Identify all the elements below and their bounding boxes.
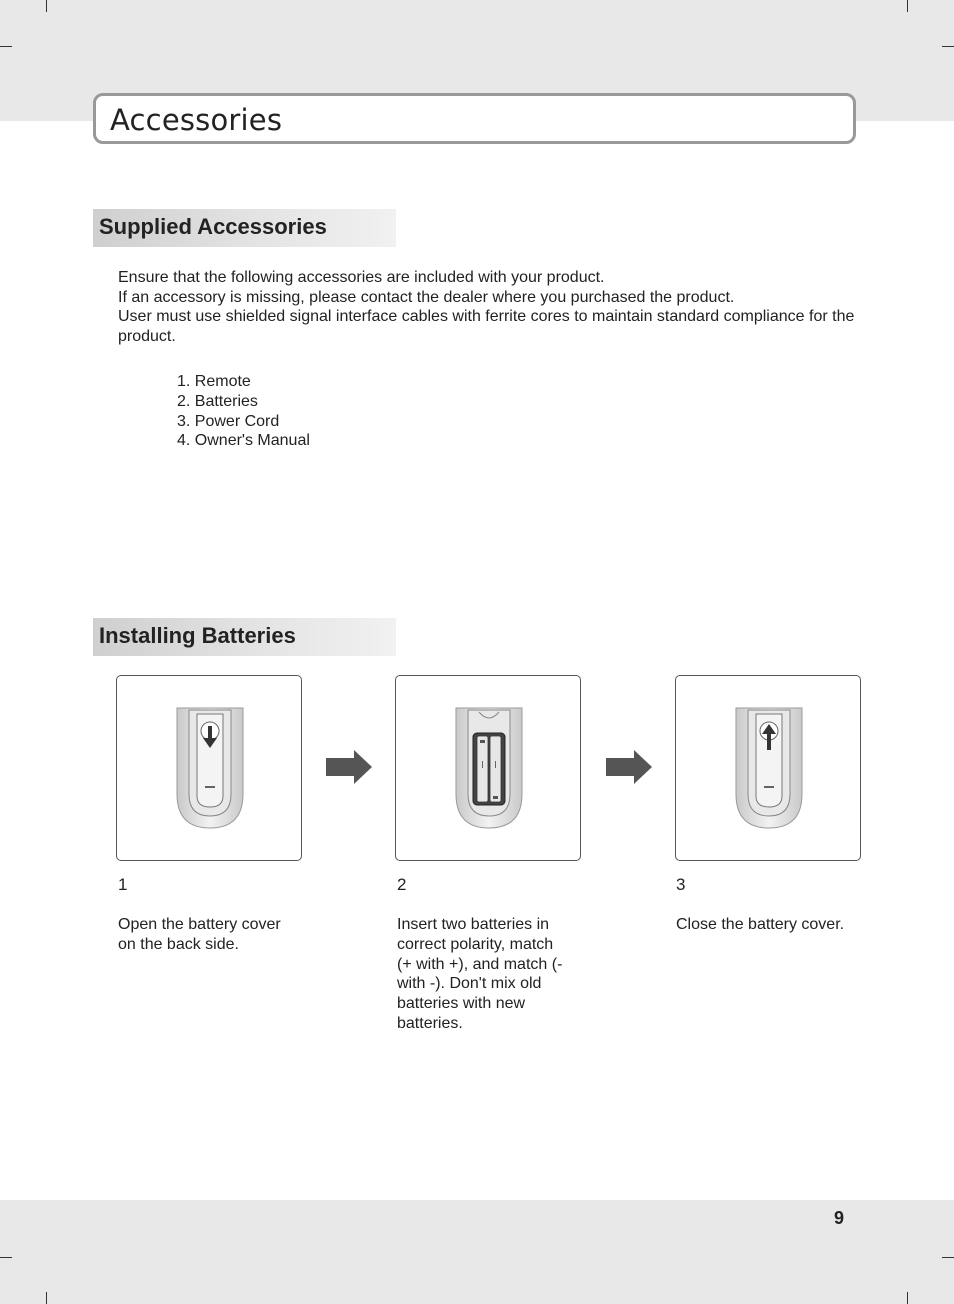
supplied-intro <box>118 268 863 347</box>
accessory-list <box>177 372 310 451</box>
intro-line: User must use shielded signal interface cables with ferrite cores to maintain standard compliance for the product. <box>118 308 855 346</box>
step-1-illustration <box>116 675 302 861</box>
accessory-item-batteries: 2. Batteries <box>177 392 258 410</box>
intro-line: Ensure that the following accessories are included with your product. <box>118 269 605 286</box>
crop-mark <box>0 1257 12 1258</box>
remote-batteries-icon <box>396 676 580 860</box>
intro-line: If an accessory is missing, please contact the dealer where you purchased the product. <box>118 288 735 306</box>
footer-band <box>0 1200 954 1304</box>
crop-mark <box>942 1257 954 1258</box>
remote-cover-open-icon <box>117 676 301 860</box>
accessory-item-power-cord: 3. Power Cord <box>177 412 280 430</box>
accessory-item-remote: 1. Remote <box>177 373 251 390</box>
supplied-accessories-heading <box>93 209 396 247</box>
page-title-box <box>93 93 856 144</box>
supplied-accessories-heading-text: Supplied Accessories <box>99 214 327 239</box>
accessory-item-owners-manual: 4. Owner's Manual <box>177 432 310 450</box>
step-1-number: 1 <box>118 875 128 894</box>
step-1-description: Open the battery cover on the back side. <box>118 916 281 953</box>
page-number: 9 <box>834 1208 845 1228</box>
crop-mark <box>0 46 12 47</box>
step-3-illustration <box>675 675 861 861</box>
crop-mark <box>46 0 47 12</box>
step-2-number: 2 <box>397 875 407 894</box>
step-3-description: Close the battery cover. <box>676 916 845 933</box>
crop-mark <box>907 0 908 12</box>
installing-batteries-heading <box>93 618 396 656</box>
step-3-number: 3 <box>676 875 686 894</box>
step-2-illustration <box>395 675 581 861</box>
step-2-description: Insert two batteries in correct polarity, match (+ with +), and match (- with -). Don't mix old batteries with new batteries. <box>397 916 563 1032</box>
crop-mark <box>46 1292 47 1304</box>
next-step-arrow-icon <box>326 750 373 784</box>
page-title: Accessories <box>110 103 283 137</box>
crop-mark <box>907 1292 908 1304</box>
remote-cover-close-icon <box>676 676 860 860</box>
next-step-arrow-icon <box>606 750 653 784</box>
crop-mark <box>942 46 954 47</box>
installing-batteries-heading-text: Installing Batteries <box>99 623 296 648</box>
